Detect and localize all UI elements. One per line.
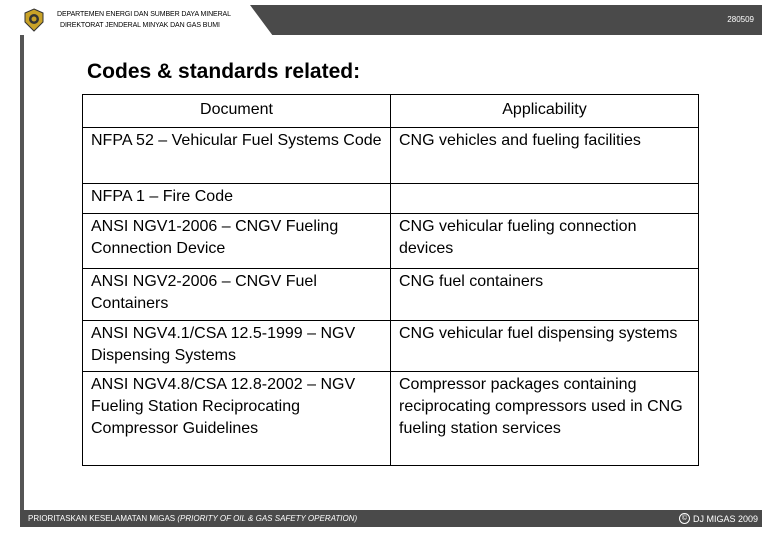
table-row [83,128,699,184]
column-header-document: Document [83,95,391,128]
table-header-row [83,95,699,128]
document-code: 280509 [727,15,754,24]
document-cell: NFPA 52 – Vehicular Fuel Systems Code [83,128,391,184]
table-row [83,184,699,214]
table-row [83,269,699,321]
footer-copyright-text: DJ MIGAS 2009 [692,513,758,524]
table-row [83,321,699,372]
page-title: Codes & standards related: [87,60,361,83]
applicability-cell: CNG vehicles and fueling facilities [391,128,699,184]
copyright-icon: © [679,513,690,524]
org-name-line2: DIREKTORAT JENDERAL MINYAK DAN GAS BUMI [60,22,220,29]
table-row [83,214,699,269]
document-cell: ANSI NGV2-2006 – CNGV Fuel Containers [83,269,391,321]
applicability-cell: CNG fuel containers [391,269,699,321]
document-cell: ANSI NGV1-2006 – CNGV Fueling Connection Device [83,214,391,269]
applicability-cell: Compressor packages containing reciprocating compressors used in CNG fueling station services [391,372,699,466]
footer-slogan [28,514,357,523]
org-name-line1: DEPARTEMEN ENERGI DAN SUMBER DAYA MINERAL [57,11,231,18]
document-cell: NFPA 1 – Fire Code [83,184,391,214]
footer-slogan-main: PRIORITASKAN KESELAMATAN MIGAS [28,514,178,523]
applicability-cell: CNG vehicular fueling connection devices [391,214,699,269]
standards-table [82,94,699,466]
column-header-applicability: Applicability [391,95,699,128]
header-white-area [20,5,244,35]
ministry-emblem-icon [22,8,46,32]
applicability-cell: CNG vehicular fuel dispensing systems [391,321,699,372]
footer-slogan-translation: (PRIORITY OF OIL & GAS SAFETY OPERATION) [177,514,358,523]
applicability-cell [391,184,699,214]
document-cell: ANSI NGV4.1/CSA 12.5-1999 – NGV Dispensing Systems [83,321,391,372]
left-rule [20,35,24,516]
footer-copyright [679,513,758,524]
table-row [83,372,699,466]
document-cell: ANSI NGV4.8/CSA 12.8-2002 – NGV Fueling Station Reciprocating Compressor Guidelines [83,372,391,466]
